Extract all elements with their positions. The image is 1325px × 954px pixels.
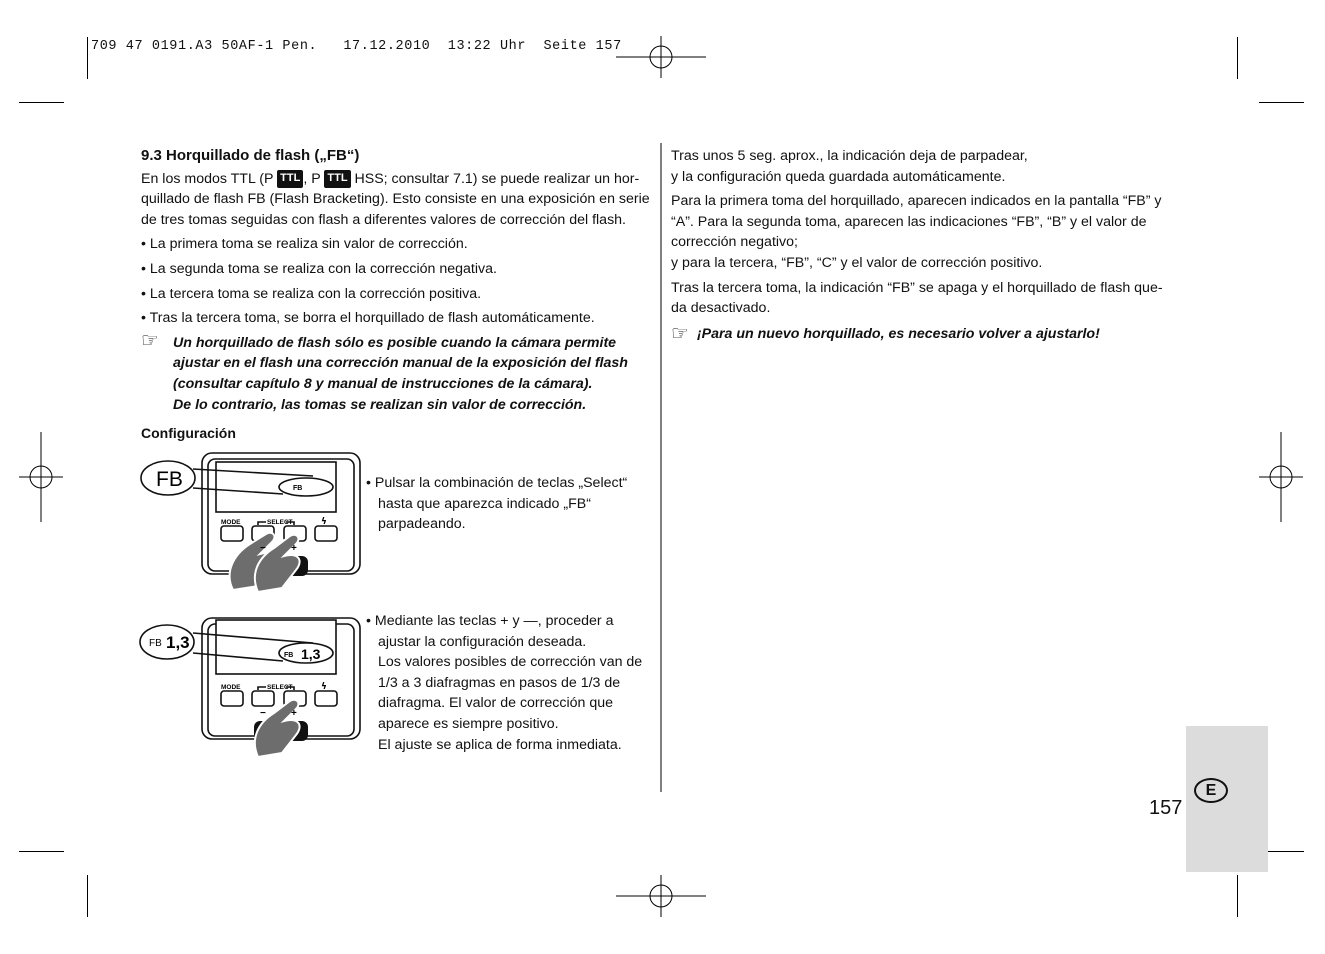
body-line: Tras unos 5 seg. aprox., la indicación deja de parpadear, <box>671 148 1028 164</box>
body-line: Para la primera toma del horquillado, aparecen indicados en la pantalla “FB” y <box>671 193 1162 210</box>
callout-label: FB <box>156 468 183 491</box>
intro-paragraph <box>141 169 651 190</box>
step-line: El ajuste se aplica de forma inmediata. <box>378 736 622 753</box>
note-line <box>671 320 1186 345</box>
note-line: (consultar capítulo 8 y manual de instrucciones de la cámara). <box>173 375 593 392</box>
flash-unit-diagram-1 <box>138 450 368 600</box>
flash-icon: ϟ <box>321 682 327 692</box>
display-fb-label: FB <box>293 485 303 492</box>
step-line: parpadeando. <box>378 516 466 533</box>
mode-label: MODE <box>221 684 241 691</box>
list-item: • Tras la tercera toma, se borra el horquillado de flash automáticamente. <box>141 310 595 327</box>
step-line: aparece es siempre positivo. <box>378 715 559 732</box>
select-label: SELECT <box>267 519 293 526</box>
ttl-badge: TTL <box>324 170 350 188</box>
note-line: ajustar en el flash una corrección manual de la exposición del flash <box>173 355 628 372</box>
list-item: • La primera toma se realiza sin valor de corrección. <box>141 236 468 253</box>
plus-label: + <box>291 708 297 719</box>
intro-line: de tres tomas seguidas con flash a diferentes valores de corrección del flash. <box>141 211 627 228</box>
intro-text: HSS; consultar 7.1) se puede realizar un hor- <box>350 170 640 187</box>
mode-label: MODE <box>221 519 241 526</box>
list-item: • La segunda toma se realiza con la corrección negativa. <box>141 260 497 277</box>
body-line: y para la tercera, “FB”, “C” y el valor de corrección positivo. <box>671 254 1043 271</box>
body-line: y la configuración queda guardada automáticamente. <box>671 168 1006 185</box>
flash-icon: ϟ <box>321 517 327 527</box>
plus-label: + <box>291 543 297 554</box>
callout-fb-label: FB <box>149 638 162 649</box>
step-line: 1/3 a 3 diafragmas en pasos de 1/3 de <box>378 674 621 691</box>
display-fb-label: FB <box>284 652 294 659</box>
pointing-hand-icon: ☞ <box>671 320 689 345</box>
minus-label: − <box>260 543 266 554</box>
body-line: Tras la tercera toma, la indicación “FB” se apaga y el horquillado de flash que- <box>671 279 1163 296</box>
intro-text: , P <box>303 170 325 187</box>
intro-text: En los modos TTL (P <box>141 170 278 187</box>
note-box <box>141 327 651 415</box>
left-column <box>141 146 651 444</box>
config-heading: Configuración <box>141 425 236 442</box>
body-line: corrección negativo; <box>671 234 798 251</box>
note-line: Un horquillado de flash sólo es posible cuando la cámara permite <box>173 334 617 351</box>
flash-unit-diagram-2 <box>138 615 368 765</box>
right-column <box>671 146 1186 344</box>
minus-label: − <box>260 708 266 719</box>
step-line: Los valores posibles de corrección van de <box>378 654 643 671</box>
step-1-text <box>366 473 656 535</box>
intro-line: quillado de flash FB (Flash Bracketing). Esto consiste en una exposición en serie <box>141 191 650 208</box>
section-heading: 9.3 Horquillado de flash („FB“) <box>141 147 360 164</box>
step-line: hasta que aparezca indicado „FB“ <box>378 495 591 512</box>
body-line: “A”. Para la segunda toma, aparecen las indicaciones “FB”, “B” y el valor de <box>671 213 1147 230</box>
step-line: • Pulsar la combinación de teclas „Select“ <box>366 475 628 491</box>
print-slug: 709 47 0191.A3 50AF-1 Pen. 17.12.2010 13:22 Uhr Seite 157 <box>91 39 622 54</box>
callout-value-label: 1,3 <box>166 633 190 652</box>
step-2-text <box>366 611 656 755</box>
step-line: diafragma. El valor de corrección que <box>378 695 614 712</box>
language-badge: E <box>1194 778 1228 803</box>
step-line: • Mediante las teclas + y —, proceder a <box>366 613 614 629</box>
page-number: 157 <box>1149 797 1183 819</box>
ttl-badge: TTL <box>277 170 303 188</box>
step-line: ajustar la configuración deseada. <box>378 633 587 650</box>
body-line: da desactivado. <box>671 300 771 317</box>
note-text: ¡Para un nuevo horquillado, es necesario volver a ajustarlo! <box>696 325 1100 342</box>
note-line: De lo contrario, las tomas se realizan sin valor de corrección. <box>173 396 587 413</box>
list-item: • La tercera toma se realiza con la corrección positiva. <box>141 285 482 302</box>
select-label: SELECT <box>267 684 293 691</box>
display-value-label: 1,3 <box>301 646 321 662</box>
pointing-hand-icon: ☞ <box>141 327 159 352</box>
